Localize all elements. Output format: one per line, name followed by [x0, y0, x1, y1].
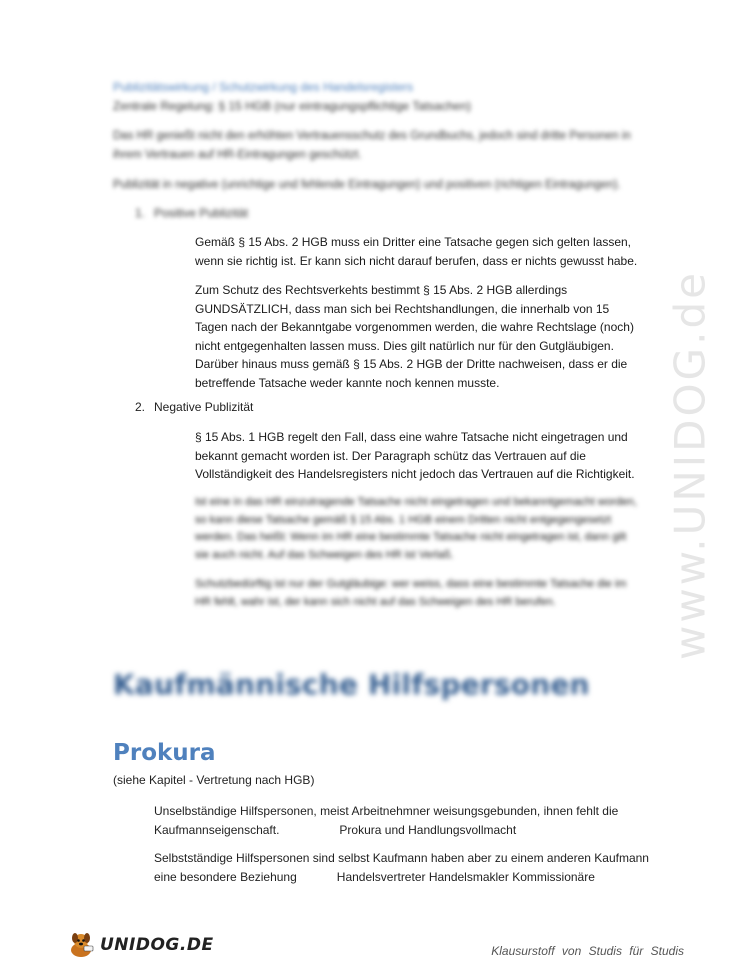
selbst-line-2a: eine besondere Beziehung — [154, 869, 297, 884]
negative-text-2: Ist eine in das HR einzutragende Tatsache nicht eingetragen und bekanntgemacht worden, so kann diese Tatsache gemäß § 15 Abs. 1 HGB einem Dritten nicht entgegengesetzt werden. Das heißt: Wenn im HR eine bestimmte Tatsache nicht eingetragen ist, dann gilt sie auch nicht. Auf das Schweigen des HR ist Verlaß. — [195, 496, 637, 561]
unselbst-line-2a: Kaufmannseigenschaft. — [154, 822, 280, 837]
dog-mascot-icon — [66, 930, 96, 960]
list-number-1: 1. — [135, 206, 146, 220]
list-label-negative: Negative Publizität — [154, 400, 254, 414]
unselbst-line-2 — [154, 821, 654, 840]
paragraph-unselbststaendige — [154, 802, 654, 839]
section-subtitle: Zentrale Regelung: § 15 HGB (nur eintragungspflichtige Tatsachen) — [113, 99, 471, 113]
paragraph-selbststaendige — [154, 849, 654, 886]
unselbst-line-2b: Prokura und Handlungsvollmacht — [339, 822, 517, 837]
unselbst-line-1: Unselbständige Hilfspersonen, meist Arbeitnehmner weisungsgebunden, ihnen fehlt die — [154, 804, 619, 818]
list-label-positive: Positive Publizität — [154, 206, 249, 220]
heading-kaufmaennische-hilfspersonen: Kaufmännische Hilfspersonen — [113, 668, 590, 701]
heading-prokura: Prokura — [113, 740, 216, 766]
unidog-logo — [66, 930, 214, 960]
chapter-note: (siehe Kapitel - Vertretung nach HGB) — [113, 773, 315, 787]
selbst-line-2b: Handelsvertreter Handelsmakler Kommissionäre — [336, 869, 595, 884]
positive-text-2: Zum Schutz des Rechtsverkehts bestimmt § 15 Abs. 2 HGB allerdings GUNDSÄTZLICH, dass man sich bei Rechtshandlungen, die innerhalb von 15 Tagen nach der Bekanntgabe vorgenommen werden, die wahre Rechtslage (noch) nicht entgegenhalten lassen muss. Dies gilt natürlich nur für den Gutgläubigen. Darüber hinaus muss gemäß § 15 Abs. 2 HGB der Dritte nachweisen, dass er die betreffende Tatsache weder kannte noch kennen musste. — [195, 283, 634, 390]
positive-text-1: Gemäß § 15 Abs. 2 HGB muss ein Dritter eine Tatsache gegen sich gelten lassen, wenn sie richtig ist. Er kann sich nicht darauf berufen, dass er nichts gewusst habe. — [195, 235, 638, 268]
section-title: Publizitätswirkung / Schutzwirkung des Handelsregisters — [113, 80, 414, 94]
selbst-line-2 — [154, 868, 654, 887]
footer-tagline: Klausurstoff von Studis für Studis — [491, 944, 684, 958]
negative-text-1: § 15 Abs. 1 HGB regelt den Fall, dass eine wahre Tatsache nicht eingetragen und bekannt gemacht worden ist. Der Paragraph schütz das Vertrauen auf die Vollständigkeit des Handelsregisters nicht jedoch das Vertrauen auf die Richtigkeit. — [195, 430, 635, 481]
list-number-2: 2. — [135, 400, 146, 414]
intro-paragraph: Das HR genießt nicht den erhöhten Vertrauensschutz des Grundbuchs, jedoch sind dritte Personen in ihrem Vertrauen auf HR-Eintragungen geschützt. — [113, 130, 631, 161]
watermark: www.UNIDOG.de — [665, 270, 715, 660]
negative-text-3: Schutzbedürftig ist nur der Gutgläubige: wer weiss, dass eine bestimmte Tatsache die im HR fehlt, wahr ist, der kann sich nicht auf das Schweigen des HR berufen. — [195, 578, 627, 608]
logo-text: UNIDOG.DE — [100, 935, 214, 955]
selbst-line-1: Selbstständige Hilfspersonen sind selbst Kaufmann haben aber zu einem anderen Kaufmann — [154, 851, 649, 865]
publicity-paragraph: Publizität in negative (unrichtige und fehlende Eintragungen) und positiven (richtigen Eintragungen). — [113, 179, 621, 191]
